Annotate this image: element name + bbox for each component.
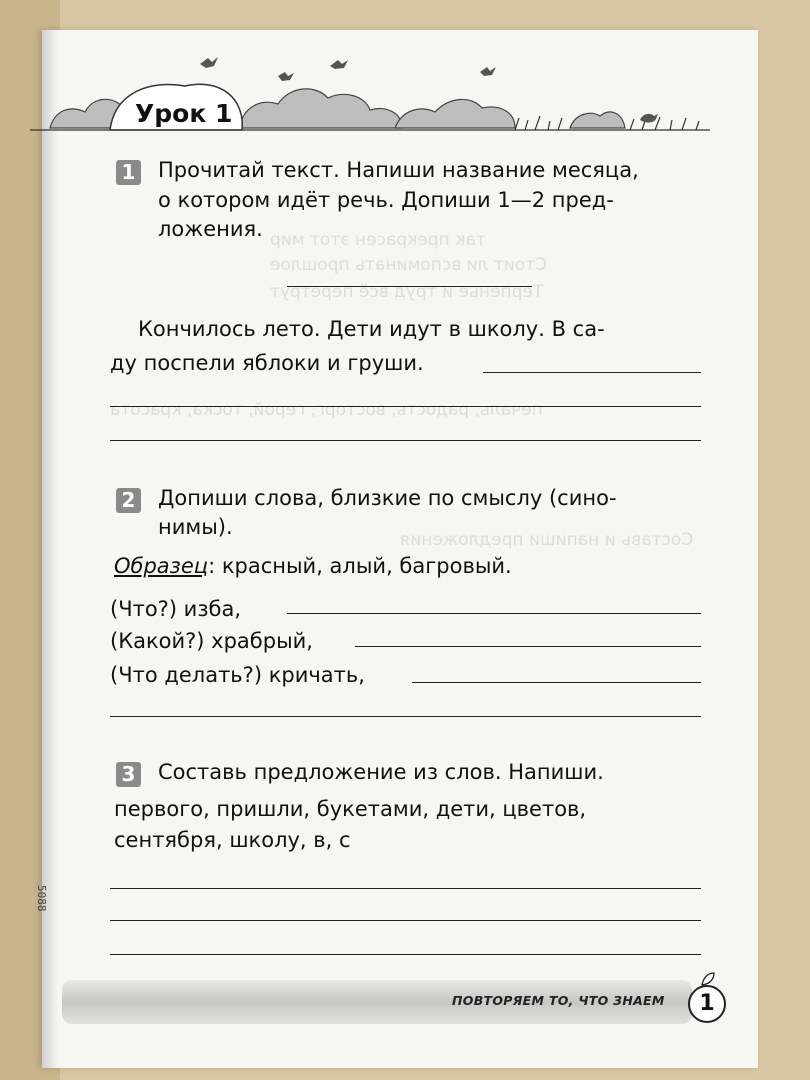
task-2-number-badge: 2	[116, 488, 141, 513]
task-3-instruction: Составь предложение из слов. Напиши.	[158, 760, 604, 784]
task-3-words-line-1: первого, пришли, букетами, дети, цветов,	[114, 797, 587, 821]
task-2-item-2-answer-line[interactable]	[355, 646, 701, 647]
month-answer-line[interactable]	[287, 286, 532, 287]
bleed-through-text: печаль, радость, восторг, герой, тоска, красота	[110, 400, 543, 420]
bleed-through-text: Составь и напиши предложения	[400, 530, 694, 550]
task-2-item-3-answer-line[interactable]	[412, 682, 701, 683]
task-2-item-1: (Что?) изба,	[110, 597, 241, 621]
lesson-title: Урок 1	[135, 99, 233, 128]
bleed-through-text: Терпенье и труд всё перетрут	[270, 282, 544, 302]
task-1-text-line-2: ду поспели яблоки и груши.	[110, 351, 424, 375]
example-label: Образец	[114, 554, 209, 578]
task-1-answer-line-1[interactable]	[483, 372, 701, 373]
task-1-instruction-line-2: о котором идёт речь. Допиши 1—2 пред-	[158, 188, 614, 212]
bleed-through-text: Стоит ли вспоминать прошлое	[270, 255, 548, 275]
page-number: 1	[688, 985, 726, 1023]
task-2-instruction-line-1: Допиши слова, близкие по смыслу (сино-	[158, 486, 617, 510]
task-3-words-line-2: сентября, школу, в, с	[114, 828, 351, 852]
task-1-answer-line-2[interactable]	[110, 406, 701, 407]
task-3-number-badge: 3	[116, 762, 141, 787]
task-1-instruction-line-1: Прочитай текст. Напиши название месяца,	[158, 158, 639, 182]
bleed-through-text: так прекрасен этот мир	[270, 230, 486, 250]
example-text: : красный, алый, багровый.	[208, 554, 512, 578]
side-print-code: 5088	[35, 885, 48, 912]
footer-section-title: ПОВТОРЯЕМ ТО, ЧТО ЗНАЕМ	[452, 993, 665, 1008]
task-1-answer-line-3[interactable]	[110, 440, 701, 441]
page-spine-shadow	[42, 30, 58, 1068]
task-2-extra-answer-line[interactable]	[110, 716, 701, 717]
task-1-number-badge: 1	[116, 160, 141, 185]
task-2-item-1-answer-line[interactable]	[287, 613, 701, 614]
task-1-instruction-line-3: ложения.	[158, 217, 263, 241]
header-banner-illustration	[10, 50, 710, 140]
task-3-answer-line-3[interactable]	[110, 954, 701, 955]
task-2-item-3: (Что делать?) кричать,	[110, 663, 365, 687]
task-2-instruction-line-2: нимы).	[158, 515, 233, 539]
task-3-answer-line-1[interactable]	[110, 888, 701, 889]
task-2-item-2: (Какой?) храбрый,	[110, 629, 313, 653]
task-1-text-line-1: Кончилось лето. Дети идут в школу. В са-	[138, 317, 605, 341]
task-2-example	[114, 551, 512, 581]
task-3-answer-line-2[interactable]	[110, 920, 701, 921]
